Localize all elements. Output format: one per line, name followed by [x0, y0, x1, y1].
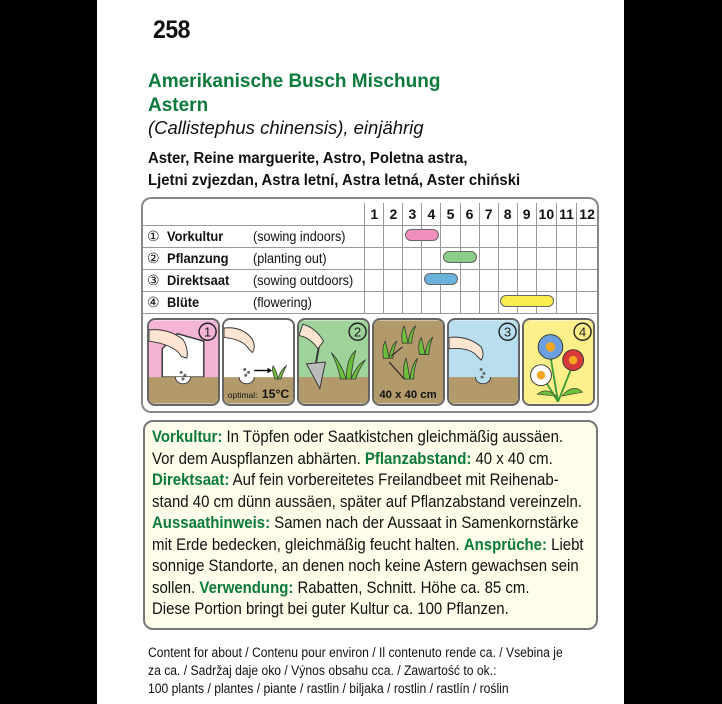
pictogram-sowing-indoors	[147, 318, 220, 406]
month-5: 5	[441, 203, 460, 225]
month-3: 3	[403, 203, 422, 225]
pictogram-sowing-outdoors	[447, 318, 520, 406]
row-label	[143, 291, 365, 313]
pictogram-spacing	[372, 318, 445, 406]
sowing-outdoors-icon	[449, 320, 518, 404]
vorkultur-text-2: Vor dem Auspflanzen abhärten.	[152, 448, 365, 468]
portion-text: Diese Portion bringt bei guter Kultur ca. 100 Pflanzen.	[152, 599, 509, 618]
row-label	[143, 225, 365, 247]
pictogram-germination	[222, 318, 295, 406]
row-label-de: Pflanzung	[167, 249, 229, 266]
info-line-5	[152, 512, 579, 534]
month-2: 2	[384, 203, 403, 225]
svg-text:2: 2	[353, 324, 362, 340]
calendar-row-vorkultur	[143, 225, 597, 247]
vorkultur-label: Vorkultur:	[152, 427, 223, 446]
footer-line-1: Content for about / Contenu pour environ / Il contenuto rende ca. / Vsebina je	[148, 645, 563, 660]
row-label	[143, 247, 365, 269]
info-line-4	[152, 491, 582, 513]
flowering-icon	[524, 320, 593, 404]
svg-text:3: 3	[503, 324, 512, 340]
month-9: 9	[517, 203, 536, 225]
ansprueche-text-3: sollen.	[152, 577, 200, 597]
pictogram-flowering	[522, 318, 595, 406]
month-11: 11	[556, 203, 576, 225]
product-title	[148, 70, 440, 118]
common-names-line1: Aster, Reine marguerite, Astro, Poletna astra,	[148, 150, 468, 167]
info-line-7	[152, 555, 579, 577]
aussaathinweis-text: Samen nach der Aussaat in Samenkornstärke	[270, 513, 579, 532]
row-label-en: (flowering)	[253, 293, 312, 310]
month-4: 4	[422, 203, 441, 225]
aussaathinweis-text-2: mit Erde bedecken, gleichmäßig feucht halten.	[152, 534, 464, 554]
calendar-bar-4	[500, 295, 554, 307]
growing-instructions	[143, 420, 598, 630]
sowing-indoors-icon	[149, 320, 218, 404]
calendar-corner	[143, 203, 365, 225]
circled-2-icon: ②	[147, 249, 160, 266]
row-label	[143, 269, 365, 291]
variety-name: Amerikanische Busch Mischung	[148, 71, 441, 92]
footer-line-2: za ca. / Sadržaj daje oko / Výnos obsahu cca. / Zawartość to ok.:	[148, 663, 497, 678]
ansprueche-text: Liebt	[546, 534, 584, 554]
growing-calendar	[141, 197, 599, 321]
info-line-3	[152, 469, 559, 491]
calendar-bar-1	[405, 229, 439, 241]
month-6: 6	[460, 203, 479, 225]
pflanzabstand-text: 40 x 40 cm.	[471, 448, 553, 468]
info-line-1	[152, 426, 564, 448]
svg-text:1: 1	[203, 324, 212, 340]
info-line-9	[152, 598, 543, 620]
plant-name: Astern	[148, 95, 209, 116]
calendar-bar-2	[443, 251, 477, 263]
aussaathinweis-label: Aussaathinweis:	[152, 513, 271, 532]
calendar-row-pflanzung	[143, 247, 597, 269]
circled-4-icon: ④	[147, 293, 160, 310]
calendar-row-direktsaat	[143, 269, 597, 291]
svg-text:40 x 40 cm: 40 x 40 cm	[379, 388, 437, 401]
common-names	[148, 148, 520, 192]
circled-3-icon: ③	[147, 271, 160, 288]
footer-line-3: 100 plants / plantes / piante / rastlin / biljaka / rostlin / rastlín / roślin	[148, 681, 509, 696]
germination-icon	[224, 320, 293, 404]
row-label-en: (sowing outdoors)	[253, 271, 354, 288]
latin-name: (Callistephus chinensis), einjährig	[148, 117, 424, 138]
row-label-de: Vorkultur	[167, 227, 224, 244]
direktsaat-text-2: stand 40 cm dünn aussäen, später auf Pflanzabstand vereinzeln.	[152, 491, 582, 511]
info-line-8	[152, 577, 543, 599]
common-names-line2: Ljetni zvjezdan, Astra letní, Astra letná, Aster chiński	[148, 172, 521, 189]
row-label-en: (planting out)	[253, 249, 327, 266]
direktsaat-text: Auf fein vorbereitetes Freilandbeet mit Reihenab-	[229, 470, 559, 489]
row-label-en: (sowing indoors)	[253, 227, 346, 244]
verwendung-label: Verwendung:	[199, 577, 294, 597]
planting-out-icon	[299, 320, 368, 404]
calendar-header-row	[143, 203, 597, 225]
row-label-de: Blüte	[167, 293, 200, 310]
month-8: 8	[498, 203, 517, 225]
info-line-6	[152, 534, 584, 556]
spacing-icon	[374, 320, 443, 404]
circled-1-icon: ①	[147, 227, 160, 244]
pflanzabstand-label: Pflanzabstand:	[364, 448, 472, 468]
month-7: 7	[479, 203, 498, 225]
ansprueche-label: Ansprüche:	[463, 534, 547, 554]
month-12: 12	[577, 203, 597, 225]
vorkultur-text: In Töpfen oder Saatkistchen gleichmäßig aussäen.	[222, 427, 564, 446]
pictogram-strip	[141, 315, 599, 413]
calendar-bar-3	[424, 273, 458, 285]
ansprueche-text-2: sonnige Standorte, an denen noch keine Astern gewachsen sein	[152, 556, 579, 575]
svg-text:4: 4	[578, 324, 587, 340]
pictogram-planting-out	[297, 318, 370, 406]
month-1: 1	[365, 203, 384, 225]
row-label-de: Direktsaat	[167, 271, 230, 288]
packet-number: 258	[153, 16, 191, 44]
content-yield-footer	[148, 644, 563, 698]
svg-text:15°C: 15°C	[261, 386, 290, 401]
verwendung-text: Rabatten, Schnitt. Höhe ca. 85 cm.	[293, 577, 530, 597]
month-10: 10	[536, 203, 556, 225]
seed-packet-back	[97, 0, 624, 704]
svg-text:optimal:: optimal:	[227, 389, 258, 400]
info-line-2	[152, 448, 553, 470]
direktsaat-label: Direktsaat:	[152, 470, 230, 489]
